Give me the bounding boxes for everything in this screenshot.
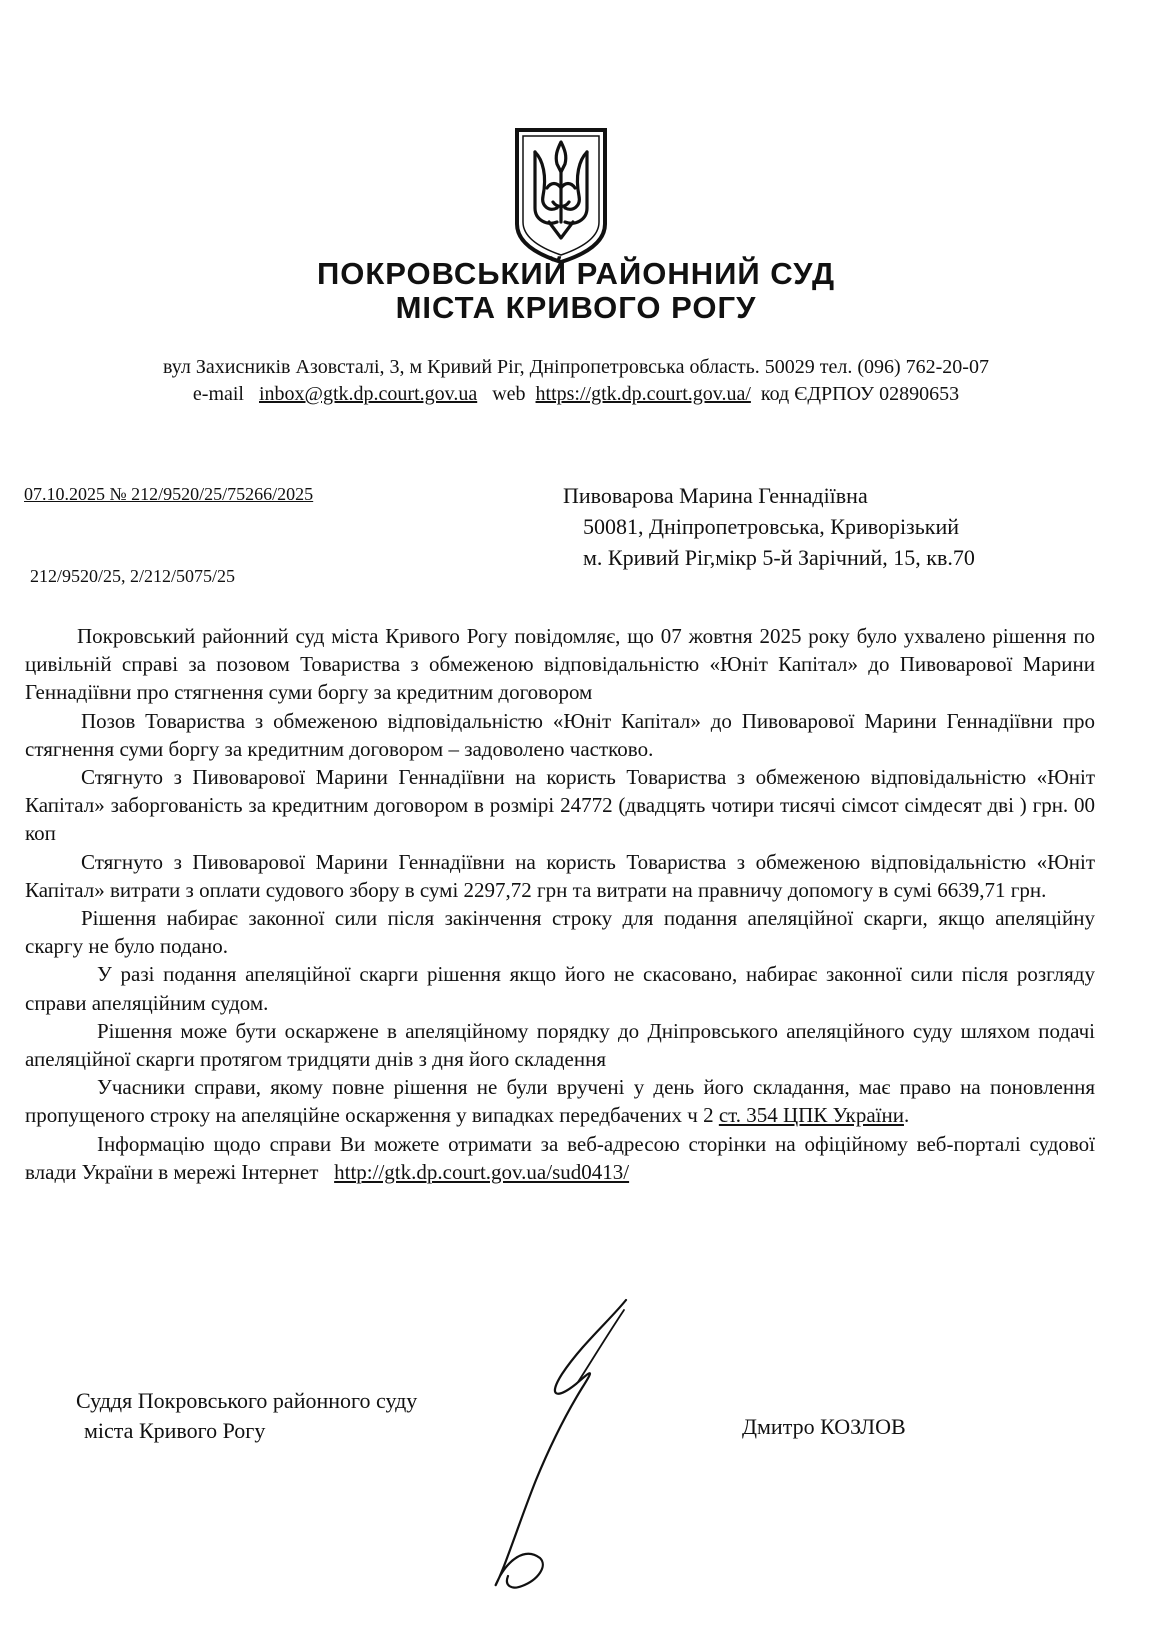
paragraph-debt-recovery: Стягнуто з Пивоварової Марини Геннадіївни на користь Товариства з обмеженою відповідальністю «Юніт Капітал» заборгованість за кредитним договором в розмірі 24772 (двадцять чотири тисячі сімсот сімдесят дві ) грн. 00 коп bbox=[25, 765, 1095, 846]
judge-title-line2: міста Кривого Рогу bbox=[84, 1418, 266, 1443]
web-label: web bbox=[492, 383, 526, 405]
paragraph-decision-notice: Покровський районний суд міста Кривого Рогу повідомляє, що 07 жовтня 2025 року було ухвалено рішення по цивільній справі за позовом Товариства з обмеженою відповідальністю «Юніт Капітал» до Пивоварової Марини Геннадіївни про стягнення суми боргу за кредитним договором bbox=[25, 624, 1095, 705]
paragraph-claim-result: Позов Товариства з обмеженою відповідальністю «Юніт Капітал» до Пивоварової Марини Геннадіївни про стягнення суми боргу за кредитним договором – задоволено частково. bbox=[25, 708, 1095, 761]
handwritten-signature bbox=[478, 1296, 718, 1596]
paragraph-costs-recovery: Стягнуто з Пивоварової Марини Геннадіївни на користь Товариства з обмеженою відповідальністю «Юніт Капітал» витрати з оплати судового збору в сумі 2297,72 грн та витрати на правничу допомогу в сумі 6639,71 грн. bbox=[25, 849, 1095, 902]
edrpou-code: код ЄДРПОУ 02890653 bbox=[760, 383, 960, 405]
court-address: вул Захисників Азовсталі, 3, м Кривий Ріг, Дніпропетровська область. 50029 тел. (096) 762-20-07 bbox=[163, 356, 989, 378]
code-article-link[interactable]: ст. 354 ЦПК України bbox=[718, 1103, 904, 1128]
case-info-text: Інформацію щодо справи Ви можете отримати за веб-адресою сторінки на офіційному веб-порталі судової влади України в мережі Інтернет bbox=[25, 1131, 1095, 1184]
web-link[interactable]: https://gtk.dp.court.gov.ua/ bbox=[535, 383, 751, 405]
coat-of-arms-icon bbox=[513, 126, 609, 266]
case-numbers: 212/9520/25, 2/212/5075/25 bbox=[30, 566, 236, 586]
paragraph-appeal-force: У разі подання апеляційної скарги рішення якщо його не скасовано, набирає законної сили після розгляду справи апеляційним судом. bbox=[25, 962, 1095, 1015]
email-link[interactable]: inbox@gtk.dp.court.gov.ua bbox=[259, 383, 478, 405]
case-info-link[interactable]: http://gtk.dp.court.gov.ua/sud0413/ bbox=[334, 1159, 630, 1184]
term-renewal-end: . bbox=[903, 1103, 910, 1128]
letter-body bbox=[25, 622, 1095, 1186]
paragraph-appeal-procedure: Рішення може бути оскаржене в апеляційному порядку до Дніпровського апеляційного суду шляхом подачі апеляційної скарги протягом тридцяти днів з дня його складення bbox=[25, 1018, 1095, 1072]
outgoing-reference: 07.10.2025 № 212/9520/25/75266/2025 bbox=[24, 484, 314, 504]
paragraph-case-info bbox=[25, 1130, 1095, 1186]
email-label: e-mail bbox=[192, 383, 244, 405]
judge-name: Дмитро КОЗЛОВ bbox=[742, 1414, 906, 1439]
court-name-line1: ПОКРОВСЬКИЙ РАЙОННИЙ СУД bbox=[316, 256, 836, 291]
court-contacts bbox=[0, 383, 1152, 406]
court-name-line2: МІСТА КРИВОГО РОГУ bbox=[395, 290, 757, 325]
paragraph-term-renewal bbox=[25, 1073, 1095, 1129]
addressee-name: Пивоварова Марина Геннадіївна bbox=[563, 483, 868, 508]
addressee-address-line2: м. Кривий Ріг,мікр 5-й Зарічний, 15, кв.70 bbox=[583, 545, 975, 570]
term-renewal-text: Учасники справи, якому повне рішення не були вручені у день його складання, має право на поновлення пропущеного строку на апеляційне оскарження у випадках передбачених ч 2 bbox=[25, 1075, 1095, 1128]
addressee-address-line1: 50081, Дніпропетровська, Криворізький bbox=[583, 514, 960, 539]
judge-title-line1: Суддя Покровського районного суду bbox=[76, 1388, 418, 1413]
paragraph-legal-force: Рішення набирає законної сили після закінчення строку для подання апеляційної скарги, якщо апеляційну скаргу не було подано. bbox=[25, 906, 1095, 959]
